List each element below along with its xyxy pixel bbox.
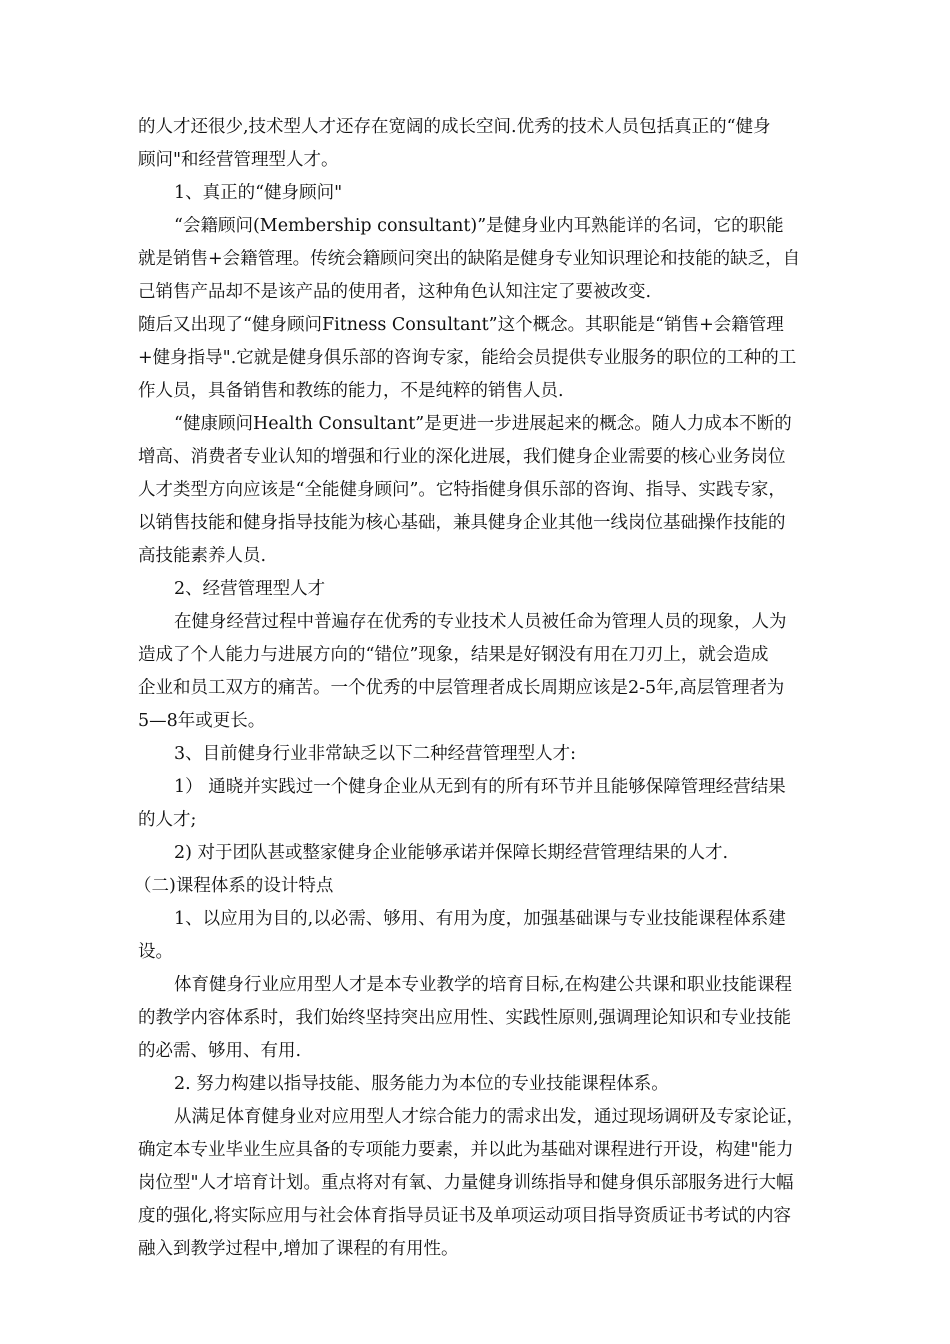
text-line: 随后又出现了“健身顾问Fitness Consultant”这个概念。其职能是“销售+会籍管理 — [138, 315, 784, 335]
text-line: 增高、消费者专业认知的增强和行业的深化进展，我们健身企业需要的核心业务岗位 — [138, 447, 786, 467]
text-line: 己销售产品却不是该产品的使用者，这种角色认知注定了要被改变. — [138, 282, 652, 302]
text-line: 1、以应用为目的,以必需、够用、有用为度，加强基础课与专业技能课程体系建 — [174, 909, 786, 929]
section-heading: （二)课程体系的设计特点 — [134, 876, 334, 896]
text-line: 的人才还很少,技术型人才还存在宽阔的成长空间.优秀的技术人员包括真正的“健身 — [138, 117, 771, 137]
text-line: 企业和员工双方的痛苦。一个优秀的中层管理者成长周期应该是2-5年,高层管理者为 — [138, 678, 785, 698]
text-line: 从满足体育健身业对应用型人才综合能力的需求出发，通过现场调研及专家论证， — [174, 1107, 804, 1127]
text-line: 就是销售+会籍管理。传统会籍顾问突出的缺陷是健身专业知识理论和技能的缺乏，自 — [138, 249, 801, 269]
section-heading: 2、经营管理型人才 — [174, 579, 326, 599]
text-line: 顾问"和经营管理型人才。 — [138, 150, 339, 170]
text-line: 的教学内容体系时，我们始终坚持突出应用性、实践性原则,强调理论知识和专业技能 — [138, 1008, 792, 1028]
text-line: 高技能素养人员. — [138, 546, 267, 566]
text-line: +健身指导".它就是健身俱乐部的咨询专家，能给会员提供专业服务的职位的工种的工 — [138, 348, 797, 368]
text-line: 的必需、够用、有用. — [138, 1041, 302, 1061]
text-line: 度的强化,将实际应用与社会体育指导员证书及单项运动项目指导资质证书考试的内容 — [138, 1206, 792, 1226]
text-line: 岗位型"人才培育计划。重点将对有氧、力量健身训练指导和健身俱乐部服务进行大幅 — [138, 1173, 794, 1193]
text-line: 5—8年或更长。 — [138, 711, 266, 731]
section-heading: 1、真正的“健身顾问" — [174, 183, 343, 203]
text-line: “会籍顾问(Membership consultant)”是健身业内耳熟能详的名词，它的职能 — [174, 216, 784, 236]
text-line: 确定本专业毕业生应具备的专项能力要素，并以此为基础对课程进行开设，构建"能力 — [138, 1140, 794, 1160]
text-line: 造成了个人能力与进展方向的“错位”现象，结果是好钢没有用在刀刃上，就会造成 — [138, 645, 769, 665]
section-heading: 3、目前健身行业非常缺乏以下二种经营管理型人才: — [174, 744, 577, 764]
list-item: 2) 对于团队甚或整家健身企业能够承诺并保障长期经营管理结果的人才. — [174, 843, 729, 863]
text-line: 体育健身行业应用型人才是本专业教学的培育目标,在构建公共课和职业技能课程 — [174, 975, 793, 995]
section-heading: 2. 努力构建以指导技能、服务能力为本位的专业技能课程体系。 — [174, 1074, 669, 1094]
text-line: 的人才; — [138, 810, 197, 830]
text-line: “健康顾问Health Consultant”是更进一步进展起来的概念。随人力成本不断的 — [174, 414, 792, 434]
text-line: 融入到教学过程中,增加了课程的有用性。 — [138, 1239, 459, 1259]
list-item: 1） 通晓并实践过一个健身企业从无到有的所有环节并且能够保障管理经营结果 — [174, 777, 786, 797]
text-line: 在健身经营过程中普遍存在优秀的专业技术人员被任命为管理人员的现象，人为 — [174, 612, 787, 632]
text-line: 人才类型方向应该是“全能健身顾问”。它特指健身俱乐部的咨询、指导、实践专家， — [138, 480, 786, 500]
text-line: 设。 — [138, 942, 173, 962]
text-line: 作人员，具备销售和教练的能力，不是纯粹的销售人员. — [138, 381, 564, 401]
text-line: 以销售技能和健身指导技能为核心基础，兼具健身企业其他一线岗位基础操作技能的 — [138, 513, 786, 533]
